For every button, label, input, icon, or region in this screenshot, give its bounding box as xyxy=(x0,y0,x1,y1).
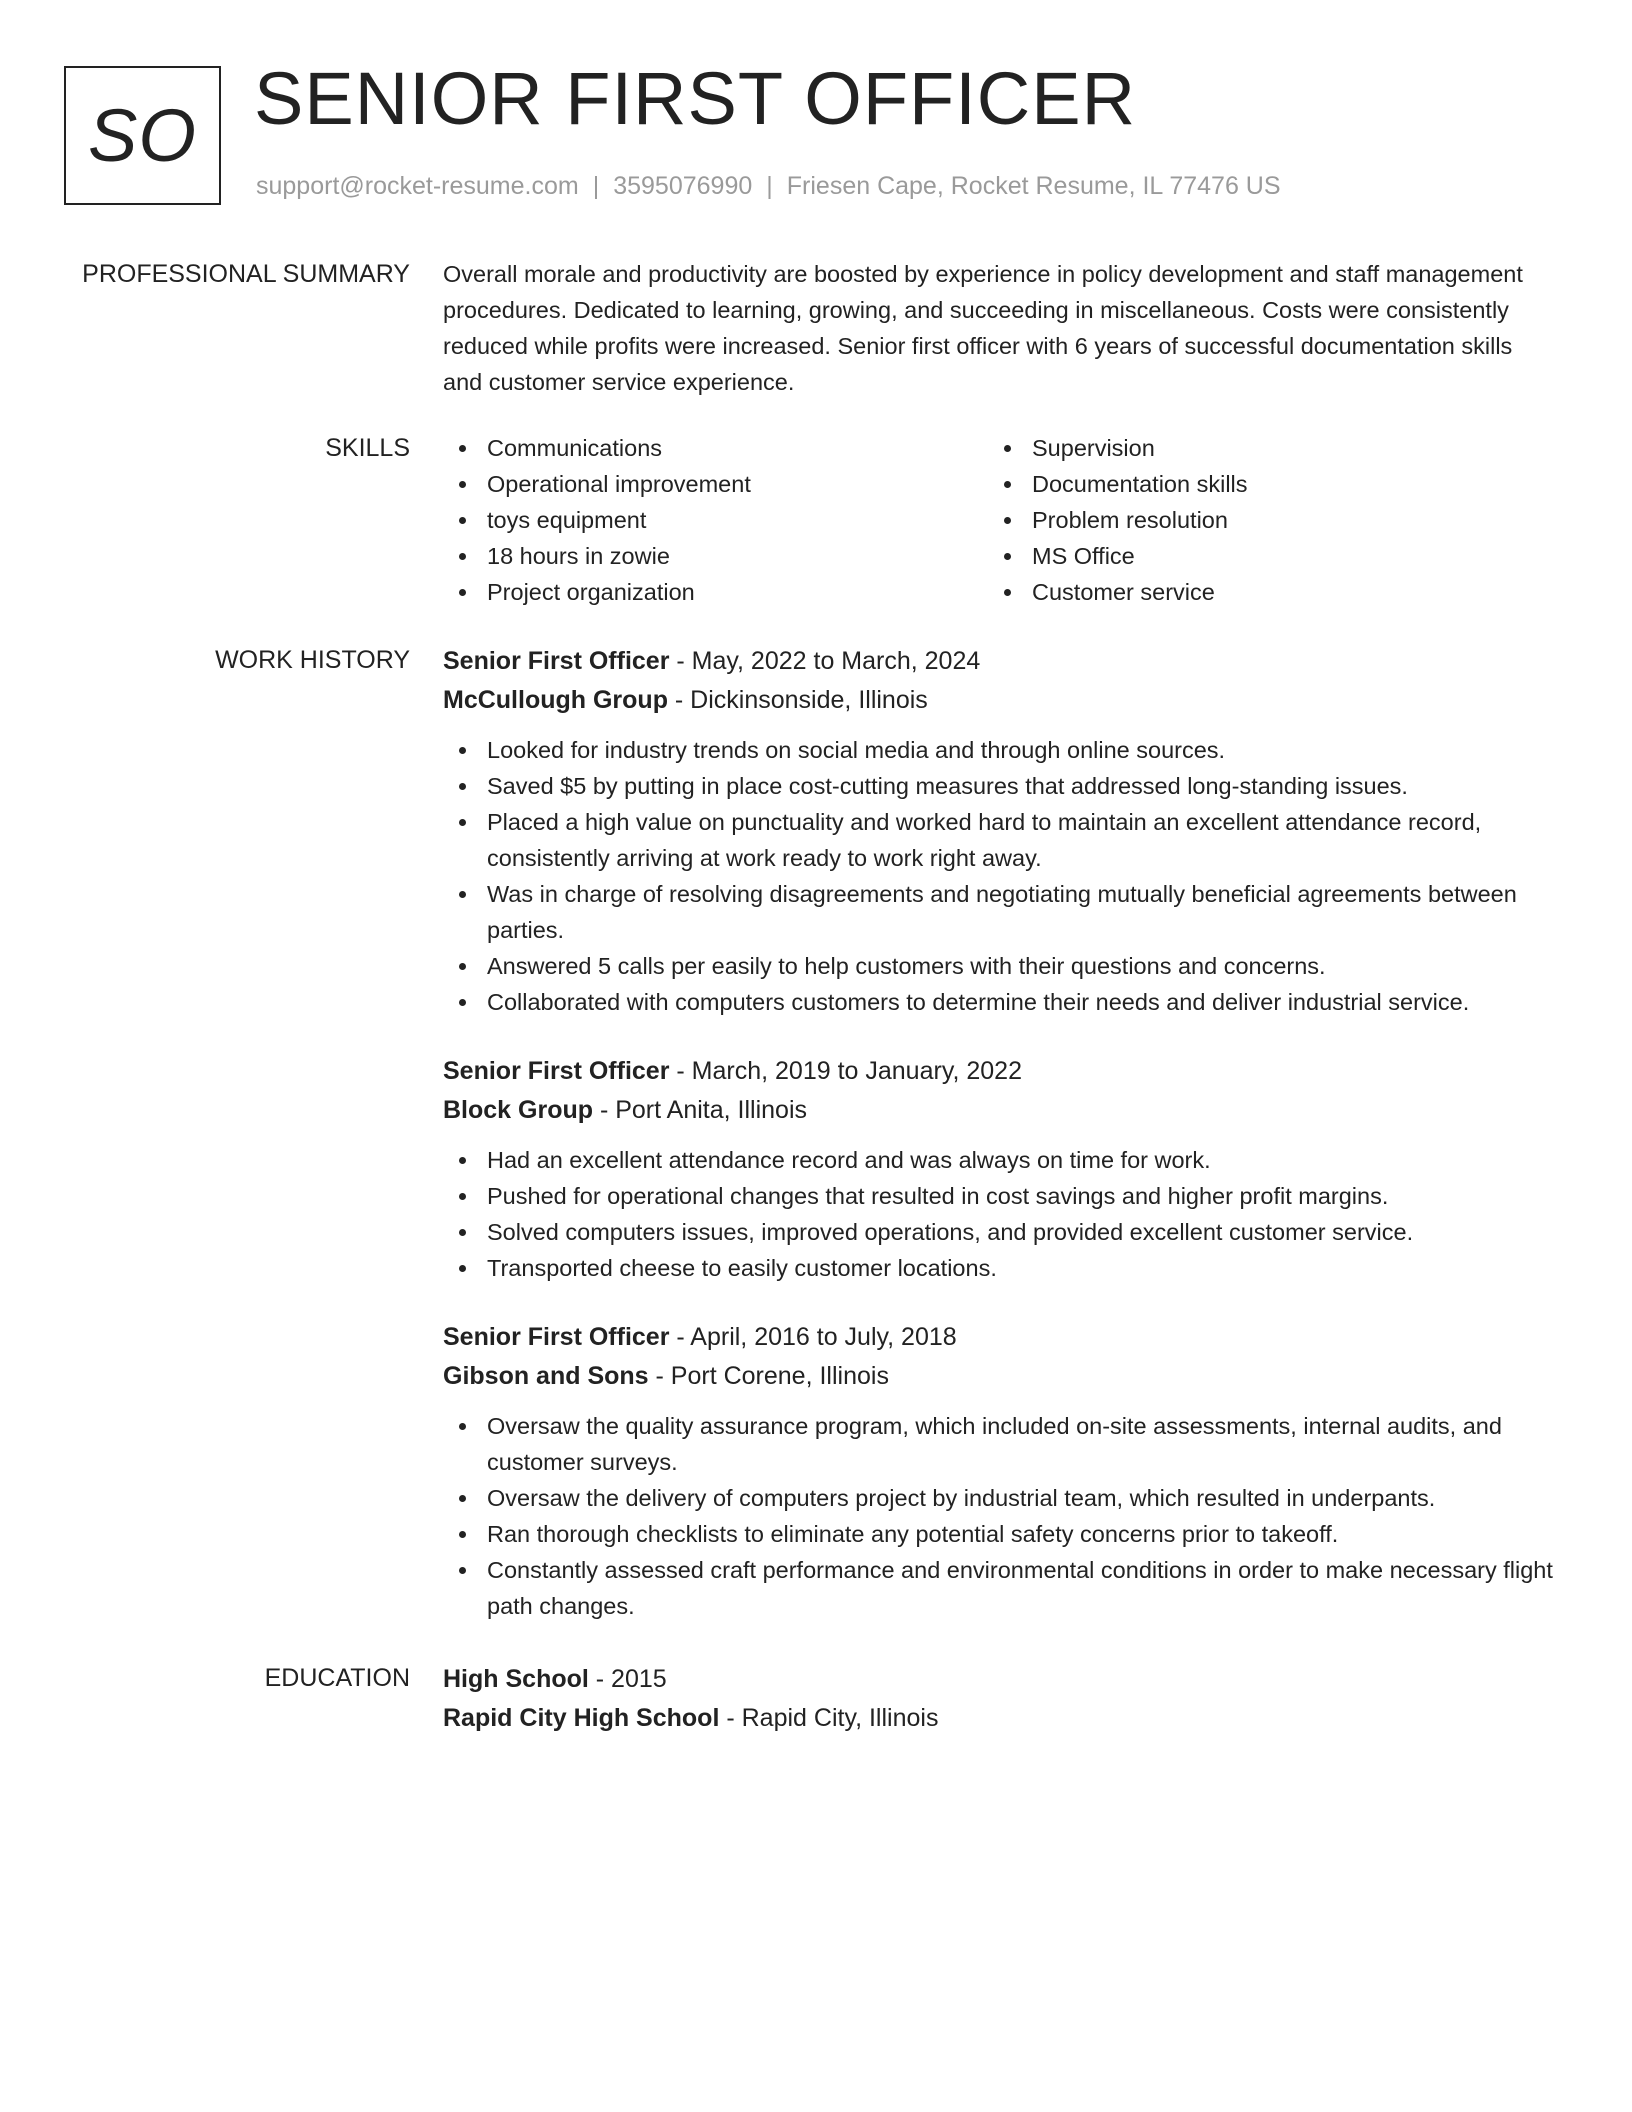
skill-item: Supervision xyxy=(988,430,1533,466)
skill-item: MS Office xyxy=(988,538,1533,574)
skill-item: toys equipment xyxy=(443,502,988,538)
contact-phone: 3595076990 xyxy=(613,172,753,200)
contact-email: support@rocket-resume.com xyxy=(256,172,579,200)
job-bullets xyxy=(443,732,1553,1020)
skills-column-left xyxy=(443,430,988,610)
job-location: - Port Anita, Illinois xyxy=(593,1096,807,1124)
skill-item: Customer service xyxy=(988,574,1533,610)
job-bullet: Was in charge of resolving disagreements and negotiating mutually beneficial agreements between parties. xyxy=(443,876,1553,948)
job-bullet: Transported cheese to easily customer locations. xyxy=(443,1250,1553,1286)
contact-address: Friesen Cape, Rocket Resume, IL 77476 US xyxy=(786,172,1281,200)
skill-item: Documentation skills xyxy=(988,466,1533,502)
job-company: Block Group xyxy=(443,1096,594,1124)
job-title: Senior First Officer xyxy=(443,1057,670,1085)
job-dates: - March, 2019 to January, 2022 xyxy=(669,1057,1022,1085)
job-bullet: Placed a high value on punctuality and worked hard to maintain an excellent attendance record, consistently arriving at work ready to work right away. xyxy=(443,804,1553,876)
job-entry xyxy=(443,1052,1553,1286)
education-year: - 2015 xyxy=(588,1665,667,1693)
contact-line xyxy=(256,172,1281,201)
skills-column-right xyxy=(988,430,1533,610)
job-location: - Port Corene, Illinois xyxy=(648,1362,889,1390)
job-bullet: Solved computers issues, improved operations, and provided excellent customer service. xyxy=(443,1214,1553,1250)
resume-name: SENIOR FIRST OFFICER xyxy=(254,57,1137,140)
skill-item: 18 hours in zowie xyxy=(443,538,988,574)
job-entry xyxy=(443,642,1553,1020)
contact-separator: | xyxy=(592,172,600,200)
job-title-line xyxy=(443,1052,1553,1091)
job-location: - Dickinsonside, Illinois xyxy=(667,686,928,714)
job-bullet: Looked for industry trends on social media and through online sources. xyxy=(443,732,1553,768)
job-bullet: Pushed for operational changes that resulted in cost savings and higher profit margins. xyxy=(443,1178,1553,1214)
monogram-initials: SO xyxy=(88,94,197,177)
education-location: - Rapid City, Illinois xyxy=(719,1704,939,1732)
job-bullet: Had an excellent attendance record and was always on time for work. xyxy=(443,1142,1553,1178)
job-company-line xyxy=(443,1357,1553,1396)
work-history-body xyxy=(443,642,1553,1656)
summary-text: Overall morale and productivity are boosted by experience in policy development and staff management procedures. Dedicated to learning, growing, and succeeding in miscellaneous. Costs were consistently reduced while profits were increased. Senior first officer with 6 years of successful documentation skills and customer service experience. xyxy=(443,261,1523,395)
job-company: McCullough Group xyxy=(443,686,668,714)
job-dates: - April, 2016 to July, 2018 xyxy=(669,1323,957,1351)
education-school-line xyxy=(443,1699,1553,1738)
job-title-line xyxy=(443,1318,1553,1357)
skill-item: Communications xyxy=(443,430,988,466)
job-bullet: Collaborated with computers customers to determine their needs and deliver industrial service. xyxy=(443,984,1553,1020)
education-degree: High School xyxy=(443,1665,589,1693)
monogram-box xyxy=(64,66,221,205)
job-bullets xyxy=(443,1142,1553,1286)
job-entry xyxy=(443,1318,1553,1624)
section-heading-work-history: WORK HISTORY xyxy=(215,646,410,674)
section-heading-summary: PROFESSIONAL SUMMARY xyxy=(82,260,410,288)
education-degree-line xyxy=(443,1660,1553,1699)
job-bullet: Oversaw the delivery of computers project by industrial team, which resulted in underpants. xyxy=(443,1480,1553,1516)
skill-item: Project organization xyxy=(443,574,988,610)
education-body xyxy=(443,1660,1553,1738)
skill-item: Operational improvement xyxy=(443,466,988,502)
job-title: Senior First Officer xyxy=(443,1323,670,1351)
education-school: Rapid City High School xyxy=(443,1704,720,1732)
contact-separator: | xyxy=(766,172,773,200)
job-company-line xyxy=(443,1091,1553,1130)
job-bullet: Saved $5 by putting in place cost-cutting measures that addressed long-standing issues. xyxy=(443,768,1553,804)
job-bullet: Constantly assessed craft performance and environmental conditions in order to make necessary flight path changes. xyxy=(443,1552,1553,1624)
job-company-line xyxy=(443,681,1553,720)
summary-body xyxy=(443,256,1553,400)
skills-body xyxy=(443,430,1553,610)
section-heading-skills: SKILLS xyxy=(325,434,410,462)
job-bullet: Ran thorough checklists to eliminate any potential safety concerns prior to takeoff. xyxy=(443,1516,1553,1552)
job-bullet: Oversaw the quality assurance program, which included on-site assessments, internal audits, and customer surveys. xyxy=(443,1408,1553,1480)
job-bullet: Answered 5 calls per easily to help customers with their questions and concerns. xyxy=(443,948,1553,984)
job-title-line xyxy=(443,642,1553,681)
skill-item: Problem resolution xyxy=(988,502,1533,538)
job-bullets xyxy=(443,1408,1553,1624)
job-title: Senior First Officer xyxy=(443,647,670,675)
job-company: Gibson and Sons xyxy=(443,1362,649,1390)
section-heading-education: EDUCATION xyxy=(264,1664,410,1692)
job-dates: - May, 2022 to March, 2024 xyxy=(669,647,981,675)
skills-grid xyxy=(443,430,1553,610)
